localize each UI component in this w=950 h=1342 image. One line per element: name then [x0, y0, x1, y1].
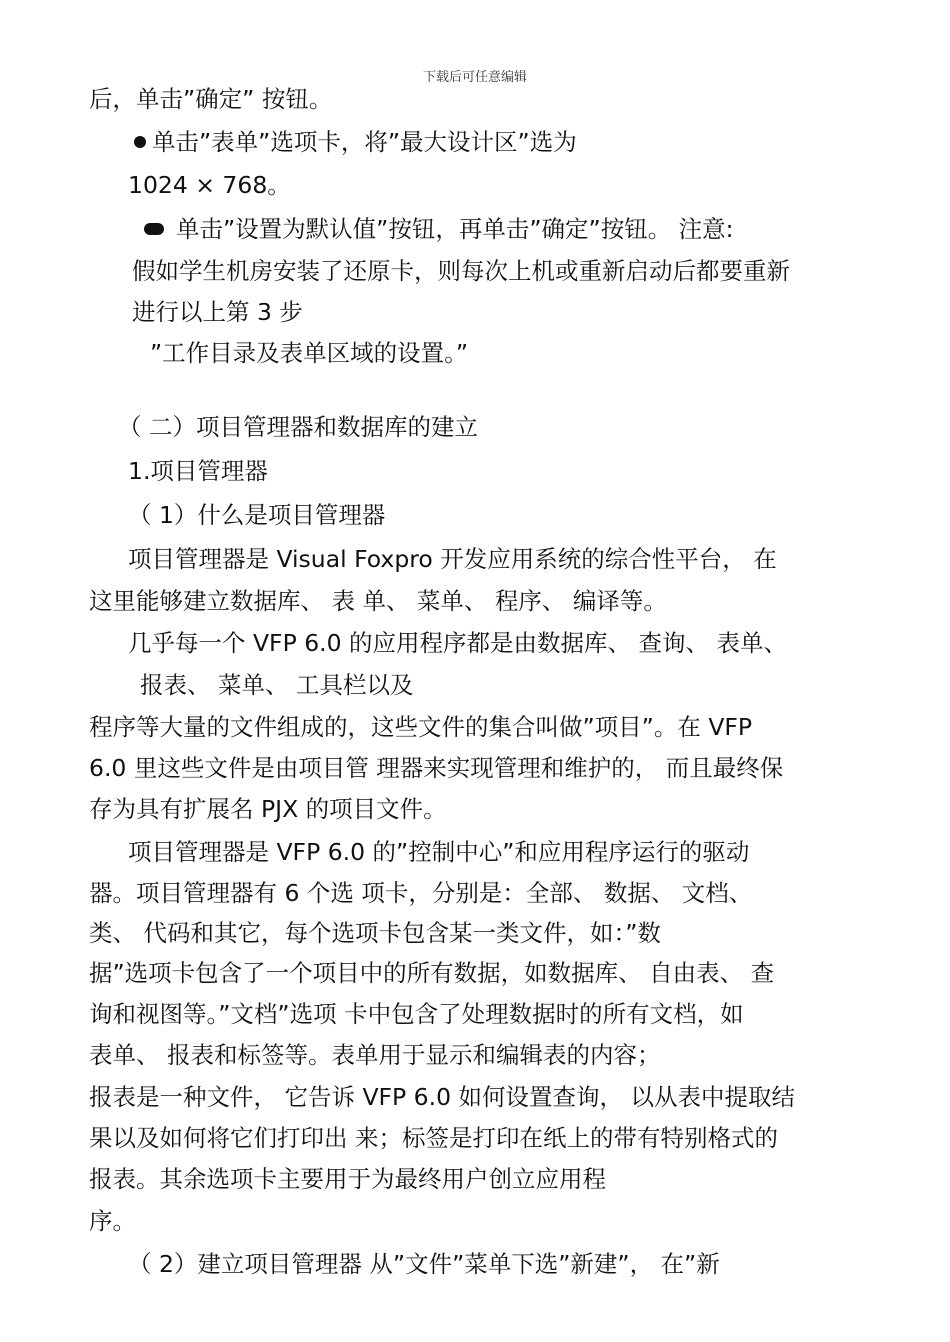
bullet-item — [134, 127, 577, 157]
subsection-heading: 1.项目管理器 — [128, 457, 268, 485]
text-line: 存为具有扩展名 PJX 的项目文件。 — [89, 795, 447, 823]
text-line: 单击”表单”选项卡，将”最大设计区”选为 — [152, 128, 577, 156]
text-line: 报表、 菜单、 工具栏以及 — [140, 671, 414, 699]
text-line: 这里能够建立数据库、 表 单、 菜单、 程序、 编译等。 — [89, 587, 667, 615]
text-line: 类、 代码和其它，每个选项卡包含某一类文件，如：”数 — [89, 919, 661, 947]
text-line: 询和视图等。”文档”选项 卡中包含了处理数据时的所有文档，如 — [89, 1000, 744, 1028]
subsection-heading: （ 1）什么是项目管理器 — [128, 501, 386, 529]
bullet-icon — [144, 223, 164, 235]
text-line: 后，单击”确定” 按钮。 — [89, 85, 333, 113]
text-line: 6.0 里这些文件是由项目管 理器来实现管理和维护的， 而且最终保 — [89, 754, 784, 782]
text-line: 项目管理器是 VFP 6.0 的”控制中心”和应用程序运行的驱动 — [128, 838, 750, 866]
header-note: 下载后可任意编辑 — [422, 70, 527, 85]
bullet-item — [144, 214, 734, 244]
text-line: 单击”设置为默认值”按钮，再单击”确定”按钮。 注意: — [176, 215, 734, 243]
text-line: 据”选项卡包含了一个项目中的所有数据，如数据库、 自由表、 查 — [89, 959, 775, 987]
section-heading: （ 二）项目管理器和数据库的建立 — [118, 413, 478, 441]
text-line: ”工作目录及表单区域的设置。” — [150, 339, 469, 367]
text-line: 1024 × 768。 — [128, 171, 291, 199]
text-line: 程序等大量的文件组成的，这些文件的集合叫做”项目”。在 VFP — [89, 713, 753, 741]
text-line: 几乎每一个 VFP 6.0 的应用程序都是由数据库、 查询、 表单、 — [128, 629, 787, 657]
text-line: 报表。其余选项卡主要用于为最终用户创立应用程 — [89, 1165, 606, 1193]
text-line: 进行以上第 3 步 — [132, 298, 303, 326]
text-line: 假如学生机房安装了还原卡，则每次上机或重新启动后都要重新 — [132, 257, 790, 285]
text-line: 序。 — [89, 1207, 136, 1235]
text-line: 表单、 报表和标签等。表单用于显示和编辑表的内容； — [89, 1041, 661, 1069]
text-line: 器。项目管理器有 6 个选 项卡，分别是：全部、 数据、 文档、 — [89, 879, 753, 907]
bullet-icon — [134, 136, 146, 148]
text-line: 项目管理器是 Visual Foxpro 开发应用系统的综合性平台， 在 — [128, 545, 777, 573]
text-line: 果以及如何将它们打印出 来；标签是打印在纸上的带有特别格式的 — [89, 1124, 778, 1152]
text-line: 报表是一种文件， 它告诉 VFP 6.0 如何设置查询， 以从表中提取结 — [89, 1083, 795, 1111]
text-line: （ 2）建立项目管理器 从”文件”菜单下选”新建”， 在”新 — [128, 1250, 720, 1278]
